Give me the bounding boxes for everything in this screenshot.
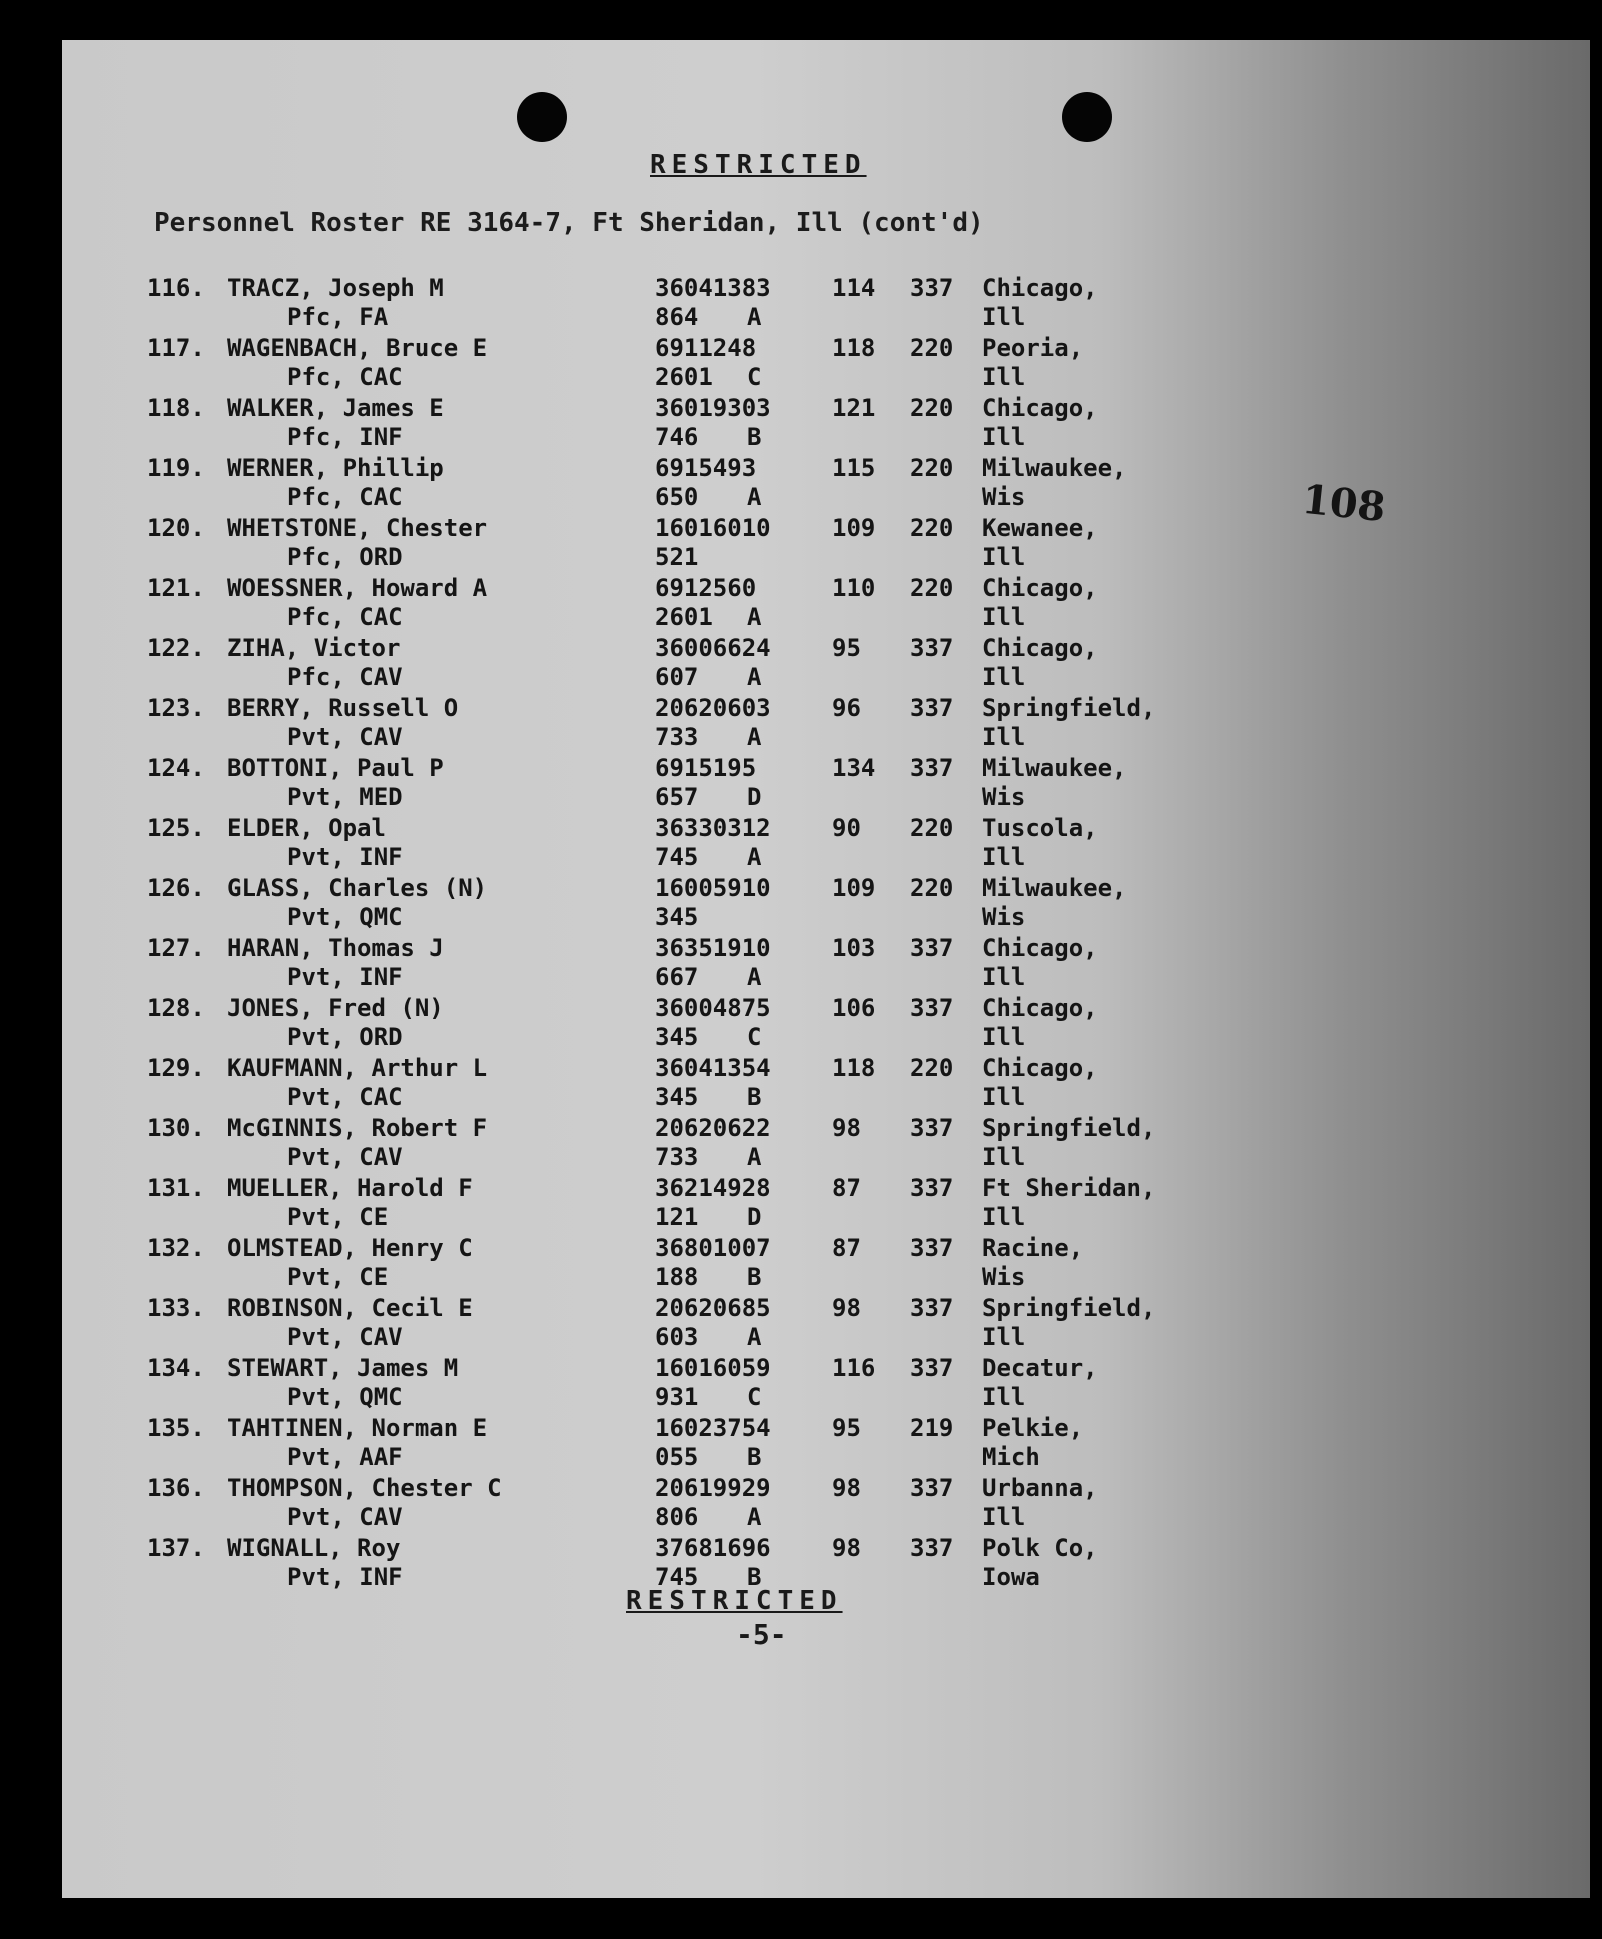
entry-code: 650 <box>655 483 699 511</box>
entry-state: Ill <box>982 723 1026 751</box>
entry-name: ELDER, Opal <box>227 814 386 842</box>
entry-a: 96 <box>832 694 861 722</box>
entry-serial: 36004875 <box>655 994 771 1022</box>
entry-letter: A <box>747 1323 762 1351</box>
entry-grade: Pvt, CAC <box>287 1083 403 1111</box>
entry-code: 188 <box>655 1263 699 1291</box>
entry-name: JONES, Fred (N) <box>227 994 444 1022</box>
entry-grade: Pvt, INF <box>287 963 403 991</box>
entry-grade: Pfc, CAV <box>287 663 403 691</box>
entry-name: WOESSNER, Howard A <box>227 574 488 602</box>
entry-a: 116 <box>832 1354 876 1382</box>
entry-serial: 36041354 <box>655 1054 771 1082</box>
entry-grade: Pvt, AAF <box>287 1443 403 1471</box>
entry-a: 98 <box>832 1114 861 1142</box>
entry-state: Wis <box>982 783 1026 811</box>
entry-state: Ill <box>982 1503 1026 1531</box>
entry-letter: B <box>747 1083 762 1111</box>
entry-city: Urbanna, <box>982 1474 1098 1502</box>
entry-state: Ill <box>982 1323 1026 1351</box>
entry-letter: A <box>747 1503 762 1531</box>
entry-num: 123. <box>147 694 205 722</box>
entry-grade: Pfc, INF <box>287 423 403 451</box>
roster-entry <box>147 1534 1147 1594</box>
entry-state: Ill <box>982 603 1026 631</box>
entry-b: 337 <box>910 694 954 722</box>
entry-city: Chicago, <box>982 634 1098 662</box>
entry-city: Springfield, <box>982 694 1156 722</box>
entry-b: 337 <box>910 754 954 782</box>
document-page <box>62 40 1590 1898</box>
entry-num: 122. <box>147 634 205 662</box>
classification-bottom: RESTRICTED <box>626 1586 843 1616</box>
entry-grade: Pvt, CAV <box>287 723 403 751</box>
entry-a: 87 <box>832 1234 861 1262</box>
entry-state: Ill <box>982 1203 1026 1231</box>
roster-entry <box>147 814 1147 874</box>
entry-city: Springfield, <box>982 1294 1156 1322</box>
entry-serial: 37681696 <box>655 1534 771 1562</box>
roster-entry <box>147 754 1147 814</box>
entry-serial: 16016010 <box>655 514 771 542</box>
entry-name: WALKER, James E <box>227 394 444 422</box>
entry-letter: A <box>747 303 762 331</box>
entry-city: Springfield, <box>982 1114 1156 1142</box>
roster-entry <box>147 574 1147 634</box>
entry-b: 337 <box>910 994 954 1022</box>
entry-grade: Pvt, QMC <box>287 1383 403 1411</box>
entry-name: TAHTINEN, Norman E <box>227 1414 488 1442</box>
entry-city: Chicago, <box>982 994 1098 1022</box>
entry-code: 806 <box>655 1503 699 1531</box>
entry-name: OLMSTEAD, Henry C <box>227 1234 473 1262</box>
entry-grade: Pvt, CAV <box>287 1323 403 1351</box>
entry-letter: A <box>747 963 762 991</box>
entry-serial: 16016059 <box>655 1354 771 1382</box>
entry-code: 931 <box>655 1383 699 1411</box>
entry-letter: A <box>747 483 762 511</box>
entry-num: 124. <box>147 754 205 782</box>
entry-state: Ill <box>982 843 1026 871</box>
entry-code: 657 <box>655 783 699 811</box>
entry-city: Chicago, <box>982 274 1098 302</box>
page-number: -5- <box>736 1618 787 1651</box>
entry-serial: 6915493 <box>655 454 757 482</box>
entry-name: MUELLER, Harold F <box>227 1174 473 1202</box>
stamp-number: 108 <box>1299 475 1388 532</box>
entry-grade: Pvt, CE <box>287 1203 389 1231</box>
entry-state: Wis <box>982 1263 1026 1291</box>
entry-grade: Pfc, ORD <box>287 543 403 571</box>
entry-city: Milwaukee, <box>982 874 1127 902</box>
entry-code: 745 <box>655 843 699 871</box>
entry-a: 134 <box>832 754 876 782</box>
entry-a: 106 <box>832 994 876 1022</box>
entry-num: 137. <box>147 1534 205 1562</box>
entry-letter: D <box>747 1203 762 1231</box>
entry-letter: A <box>747 603 762 631</box>
entry-a: 118 <box>832 334 876 362</box>
entry-city: Decatur, <box>982 1354 1098 1382</box>
entry-serial: 36006624 <box>655 634 771 662</box>
entry-letter: B <box>747 423 762 451</box>
roster-list <box>147 274 1156 1594</box>
entry-b: 337 <box>910 274 954 302</box>
entry-name: BOTTONI, Paul P <box>227 754 444 782</box>
entry-city: Pelkie, <box>982 1414 1084 1442</box>
entry-letter: B <box>747 1443 762 1471</box>
entry-state: Wis <box>982 483 1026 511</box>
entry-name: THOMPSON, Chester C <box>227 1474 502 1502</box>
entry-code: 521 <box>655 543 699 571</box>
roster-entry <box>147 1234 1147 1294</box>
entry-num: 136. <box>147 1474 205 1502</box>
entry-code: 121 <box>655 1203 699 1231</box>
entry-state: Wis <box>982 903 1026 931</box>
entry-state: Ill <box>982 1023 1026 1051</box>
entry-city: Ft Sheridan, <box>982 1174 1156 1202</box>
entry-code: 2601 <box>655 603 713 631</box>
entry-grade: Pvt, QMC <box>287 903 403 931</box>
entry-num: 132. <box>147 1234 205 1262</box>
entry-num: 130. <box>147 1114 205 1142</box>
roster-entry <box>147 1054 1147 1114</box>
roster-entry <box>147 874 1147 934</box>
entry-name: GLASS, Charles (N) <box>227 874 488 902</box>
entry-city: Chicago, <box>982 1054 1098 1082</box>
entry-name: McGINNIS, Robert F <box>227 1114 488 1142</box>
entry-name: WAGENBACH, Bruce E <box>227 334 488 362</box>
entry-city: Peoria, <box>982 334 1084 362</box>
entry-serial: 36019303 <box>655 394 771 422</box>
roster-entry <box>147 1114 1156 1174</box>
entry-letter: B <box>747 1263 762 1291</box>
entry-state: Ill <box>982 543 1026 571</box>
entry-serial: 6912560 <box>655 574 757 602</box>
roster-entry <box>147 934 1147 994</box>
entry-b: 220 <box>910 814 954 842</box>
entry-a: 110 <box>832 574 876 602</box>
entry-b: 337 <box>910 934 954 962</box>
entry-code: 345 <box>655 903 699 931</box>
entry-grade: Pfc, FA <box>287 303 389 331</box>
entry-city: Racine, <box>982 1234 1084 1262</box>
entry-num: 133. <box>147 1294 205 1322</box>
entry-grade: Pvt, CAV <box>287 1503 403 1531</box>
entry-num: 134. <box>147 1354 205 1382</box>
roster-entry <box>147 1354 1147 1414</box>
entry-serial: 36214928 <box>655 1174 771 1202</box>
entry-letter: C <box>747 1383 762 1411</box>
entry-city: Chicago, <box>982 574 1098 602</box>
entry-num: 119. <box>147 454 205 482</box>
entry-code: 055 <box>655 1443 699 1471</box>
entry-letter: D <box>747 783 762 811</box>
entry-code: 345 <box>655 1023 699 1051</box>
entry-serial: 20620622 <box>655 1114 771 1142</box>
entry-a: 95 <box>832 1414 861 1442</box>
entry-name: ROBINSON, Cecil E <box>227 1294 473 1322</box>
roster-entry <box>147 394 1147 454</box>
entry-a: 118 <box>832 1054 876 1082</box>
entry-a: 121 <box>832 394 876 422</box>
entry-num: 121. <box>147 574 205 602</box>
entry-letter: A <box>747 1143 762 1171</box>
roster-heading: Personnel Roster RE 3164-7, Ft Sheridan, Ill (cont'd) <box>154 208 984 238</box>
entry-b: 337 <box>910 1354 954 1382</box>
entry-grade: Pvt, INF <box>287 1563 403 1591</box>
entry-grade: Pvt, INF <box>287 843 403 871</box>
entry-num: 129. <box>147 1054 205 1082</box>
entry-a: 98 <box>832 1474 861 1502</box>
entry-serial: 36351910 <box>655 934 771 962</box>
entry-name: WIGNALL, Roy <box>227 1534 401 1562</box>
entry-state: Mich <box>982 1443 1040 1471</box>
entry-grade: Pvt, ORD <box>287 1023 403 1051</box>
entry-code: 603 <box>655 1323 699 1351</box>
roster-entry <box>147 514 1147 574</box>
entry-b: 220 <box>910 394 954 422</box>
entry-b: 337 <box>910 1114 954 1142</box>
entry-state: Ill <box>982 963 1026 991</box>
entry-b: 220 <box>910 454 954 482</box>
entry-num: 127. <box>147 934 205 962</box>
entry-letter: A <box>747 663 762 691</box>
entry-serial: 16005910 <box>655 874 771 902</box>
entry-code: 733 <box>655 1143 699 1171</box>
entry-serial: 20620685 <box>655 1294 771 1322</box>
entry-name: HARAN, Thomas J <box>227 934 444 962</box>
entry-num: 126. <box>147 874 205 902</box>
entry-b: 220 <box>910 1054 954 1082</box>
roster-entry <box>147 1294 1156 1354</box>
entry-serial: 20619929 <box>655 1474 771 1502</box>
entry-name: WERNER, Phillip <box>227 454 444 482</box>
entry-serial: 36330312 <box>655 814 771 842</box>
roster-entry <box>147 694 1156 754</box>
entry-code: 745 <box>655 1563 699 1591</box>
entry-a: 114 <box>832 274 876 302</box>
entry-b: 220 <box>910 574 954 602</box>
roster-entry <box>147 1174 1156 1234</box>
entry-code: 864 <box>655 303 699 331</box>
entry-a: 115 <box>832 454 876 482</box>
entry-city: Polk Co, <box>982 1534 1098 1562</box>
entry-num: 116. <box>147 274 205 302</box>
entry-name: KAUFMANN, Arthur L <box>227 1054 488 1082</box>
entry-a: 109 <box>832 874 876 902</box>
entry-b: 337 <box>910 634 954 662</box>
entry-num: 120. <box>147 514 205 542</box>
roster-entry <box>147 994 1147 1054</box>
entry-grade: Pfc, CAC <box>287 483 403 511</box>
entry-b: 337 <box>910 1294 954 1322</box>
entry-a: 90 <box>832 814 861 842</box>
entry-state: Ill <box>982 423 1026 451</box>
entry-grade: Pvt, MED <box>287 783 403 811</box>
entry-code: 345 <box>655 1083 699 1111</box>
entry-serial: 36801007 <box>655 1234 771 1262</box>
classification-top: RESTRICTED <box>650 150 867 180</box>
entry-num: 125. <box>147 814 205 842</box>
entry-num: 117. <box>147 334 205 362</box>
entry-num: 118. <box>147 394 205 422</box>
entry-city: Milwaukee, <box>982 454 1127 482</box>
entry-serial: 6911248 <box>655 334 757 362</box>
entry-grade: Pvt, CE <box>287 1263 389 1291</box>
punch-hole <box>1062 92 1112 142</box>
entry-serial: 16023754 <box>655 1414 771 1442</box>
entry-state: Ill <box>982 1083 1026 1111</box>
entry-state: Ill <box>982 663 1026 691</box>
entry-b: 219 <box>910 1414 954 1442</box>
entry-city: Chicago, <box>982 934 1098 962</box>
entry-b: 220 <box>910 334 954 362</box>
entry-state: Ill <box>982 363 1026 391</box>
entry-state: Ill <box>982 303 1026 331</box>
punch-hole <box>517 92 567 142</box>
entry-serial: 6915195 <box>655 754 757 782</box>
entry-letter: C <box>747 1023 762 1051</box>
entry-b: 220 <box>910 514 954 542</box>
entry-code: 667 <box>655 963 699 991</box>
entry-serial: 36041383 <box>655 274 771 302</box>
entry-state: Iowa <box>982 1563 1040 1591</box>
entry-a: 98 <box>832 1294 861 1322</box>
entry-letter: A <box>747 843 762 871</box>
entry-name: BERRY, Russell O <box>227 694 459 722</box>
roster-entry <box>147 334 1147 394</box>
entry-a: 98 <box>832 1534 861 1562</box>
entry-city: Kewanee, <box>982 514 1098 542</box>
entry-name: WHETSTONE, Chester <box>227 514 488 542</box>
entry-grade: Pvt, CAV <box>287 1143 403 1171</box>
entry-code: 733 <box>655 723 699 751</box>
roster-entry <box>147 634 1147 694</box>
entry-b: 337 <box>910 1234 954 1262</box>
roster-entry <box>147 1414 1147 1474</box>
entry-serial: 20620603 <box>655 694 771 722</box>
roster-entry <box>147 454 1147 514</box>
entry-a: 95 <box>832 634 861 662</box>
entry-b: 337 <box>910 1174 954 1202</box>
entry-city: Chicago, <box>982 394 1098 422</box>
entry-code: 2601 <box>655 363 713 391</box>
entry-a: 109 <box>832 514 876 542</box>
entry-name: ZIHA, Victor <box>227 634 401 662</box>
entry-grade: Pfc, CAC <box>287 363 403 391</box>
entry-city: Tuscola, <box>982 814 1098 842</box>
entry-letter: C <box>747 363 762 391</box>
entry-name: STEWART, James M <box>227 1354 459 1382</box>
entry-b: 220 <box>910 874 954 902</box>
roster-entry <box>147 274 1147 334</box>
entry-code: 746 <box>655 423 699 451</box>
entry-b: 337 <box>910 1534 954 1562</box>
entry-letter: B <box>747 1563 762 1591</box>
entry-a: 103 <box>832 934 876 962</box>
entry-state: Ill <box>982 1143 1026 1171</box>
entry-name: TRACZ, Joseph M <box>227 274 444 302</box>
entry-b: 337 <box>910 1474 954 1502</box>
roster-entry <box>147 1474 1147 1534</box>
entry-state: Ill <box>982 1383 1026 1411</box>
entry-grade: Pfc, CAC <box>287 603 403 631</box>
entry-num: 128. <box>147 994 205 1022</box>
entry-num: 131. <box>147 1174 205 1202</box>
entry-city: Milwaukee, <box>982 754 1127 782</box>
entry-a: 87 <box>832 1174 861 1202</box>
entry-num: 135. <box>147 1414 205 1442</box>
entry-code: 607 <box>655 663 699 691</box>
entry-letter: A <box>747 723 762 751</box>
